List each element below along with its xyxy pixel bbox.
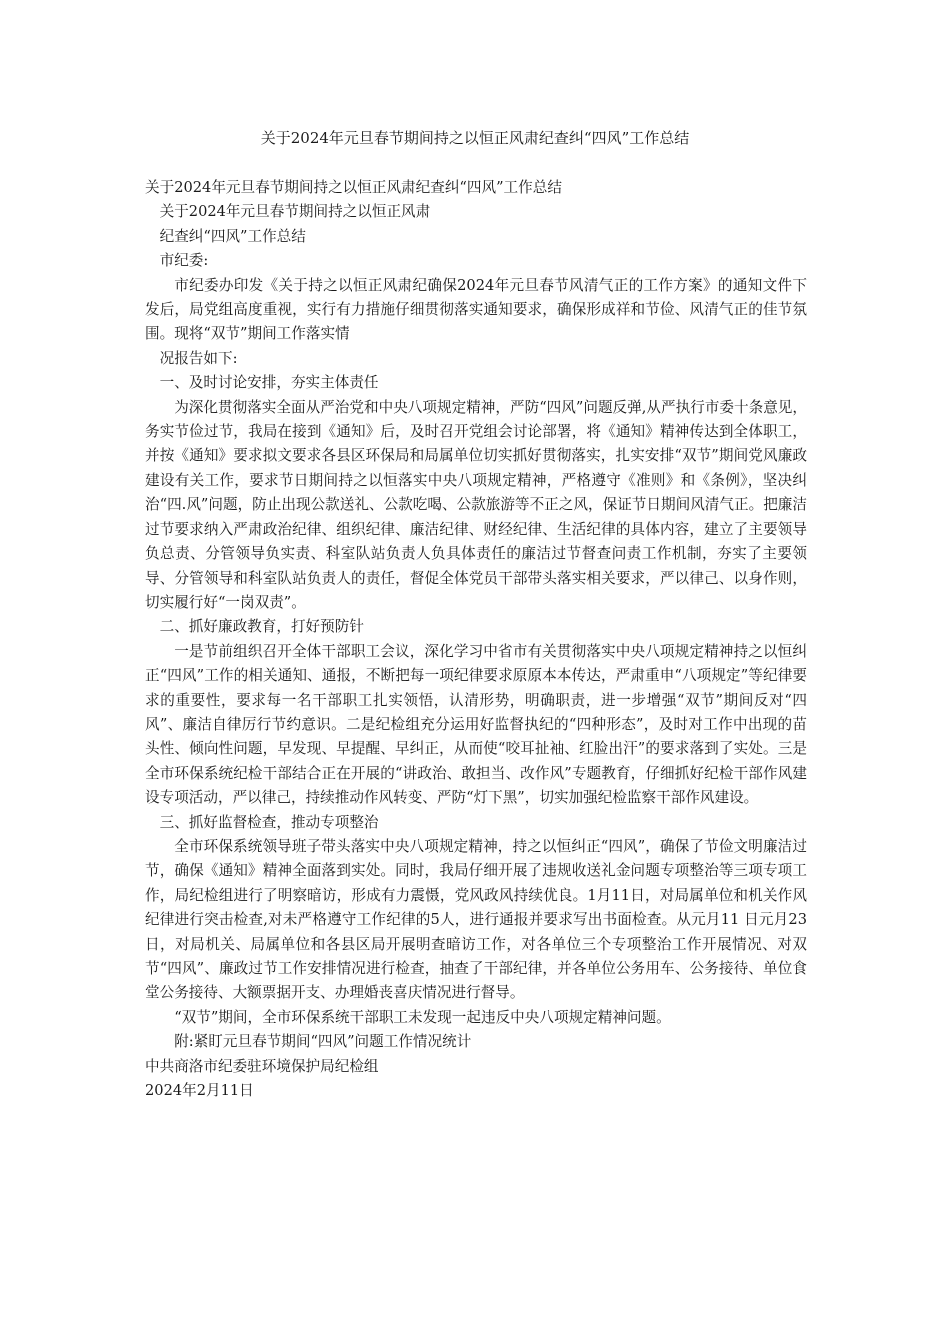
section-1-title: 一、及时讨论安排，夯实主体责任 [159, 374, 379, 392]
document-subtitle: 关于2024年元旦春节期间持之以恒正风肃纪查纠“四风”工作总结 [145, 179, 562, 196]
salutation: 市纪委: [159, 252, 209, 270]
document-title: 关于2024年元旦春节期间持之以恒正风肃纪查纠“四风”工作总结 [260, 129, 690, 147]
attachment-note: 附:紧盯元旦春节期间“四风”问题工作情况统计 [174, 1033, 472, 1051]
section-2-body: 一是节前组织召开全体干部职工会议，深化学习中省市有关贯彻落实中央八项规定精神持之以恒纠正“四风”工作的相关通知、通报，不断把每一项纪律要求原原本本传达，严肃重申“八项规定”等纪律要求的重要性，要求每一名干部职工扎实领悟，认清形势，明确职责，进一步增强“双节”期间反对“四风”、廉洁自律厉行节约意识。二是纪检组充分运用好监督执纪的“四种形态”，及时对工作中出现的苗头性、倾向性问题，早发现、早提醒、早纠正，从而使“咬耳扯袖、红脸出汗”的要求落到了实处。三是全市环保系统纪检干部结合正在开展的“讲政治、敢担当、改作风”专题教育，仔细抓好纪检干部作风建设专项活动，严以律己，持续推动作风转变、严防“灯下黑”，切实加强纪检监察干部作风建设。 [145, 642, 807, 807]
section-1-body: 为深化贯彻落实全面从严治党和中央八项规定精神，严防“四风”问题反弹,从严执行市委十条意见，务实节俭过节，我局在接到《通知》后，及时召开党组会讨论部署，将《通知》精神传达到全体职工，并按《通知》要求拟文要求各县区环保局和局属单位切实抓好贯彻落实，扎实安排“双节”期间党风廉政建设有关工作，要求节日期间持之以恒落实中央八项规定精神，严格遵守《准则》和《条例》，坚决纠治“四.风”问题，防止出现公款送礼、公款吃喝、公款旅游等不正之风，保证节日期间风清气正。把廉洁过节要求纳入严肃政治纪律、组织纪律、廉洁纪律、财经纪律、生活纪律的具体内容，建立了主要领导负总责、分管领导负实责、科室队站负责人负具体责任的廉洁过节督查问责工作机制，夯实了主要领导、分管领导和科室队站负责人的责任，督促全体党员干部带头落实相关要求，严以律己、以身作则，切实履行好“一岗双责”。 [145, 398, 807, 611]
conclusion-paragraph: “双节”期间，全市环保系统干部职工未发现一起违反中央八项规定精神问题。 [174, 1008, 671, 1026]
signature-organization: 中共商洛市纪委驻环境保护局纪检组 [145, 1057, 379, 1075]
intro-continuation: 况报告如下: [159, 349, 238, 367]
section-3-body: 全市环保系统领导班子带头落实中央八项规定精神，持之以恒纠正“四风”，确保了节俭文明廉洁过节，确保《通知》精神全面落到实处。同时，我局仔细开展了违规收送礼金问题专项整治等三项专项工作，局纪检组进行了明察暗访，形成有力震慑，党风政风持续优良。1月11日，对局属单位和机关作风纪律进行突击检查,对未严格遵守工作纪律的5人，进行通报并要求写出书面检查。从元月11 日元月23日，对局机关、局属单位和各县区局开展明查暗访工作，对各单位三个专项整治工作开展情况、对双节“四风”、廉政过节工作安排情况进行检查，抽查了干部纪律，并各单位公务用车、公务接待、单位食堂公务接待、大额票据开支、办理婚丧喜庆情况进行督导。 [145, 837, 807, 1002]
document-body [145, 176, 807, 1103]
section-3-title: 三、抓好监督检查，推动专项整治 [159, 813, 379, 831]
signature-date: 2024年2月11日 [145, 1082, 254, 1100]
section-2-title: 二、抓好廉政教育，打好预防针 [159, 618, 364, 636]
heading-line-2: 纪查纠“四风”工作总结 [159, 227, 306, 245]
heading-line-1: 关于2024年元旦春节期间持之以恒正风肃 [159, 203, 431, 221]
intro-paragraph: 市纪委办印发《关于持之以恒正风肃纪确保2024年元旦春节风清气正的工作方案》的通知文件下发后，局党组高度重视，实行有力措施仔细贯彻落实通知要求，确保形成祥和节俭、风清气正的佳节氛围。现将“双节”期间工作落实情 [145, 276, 807, 343]
